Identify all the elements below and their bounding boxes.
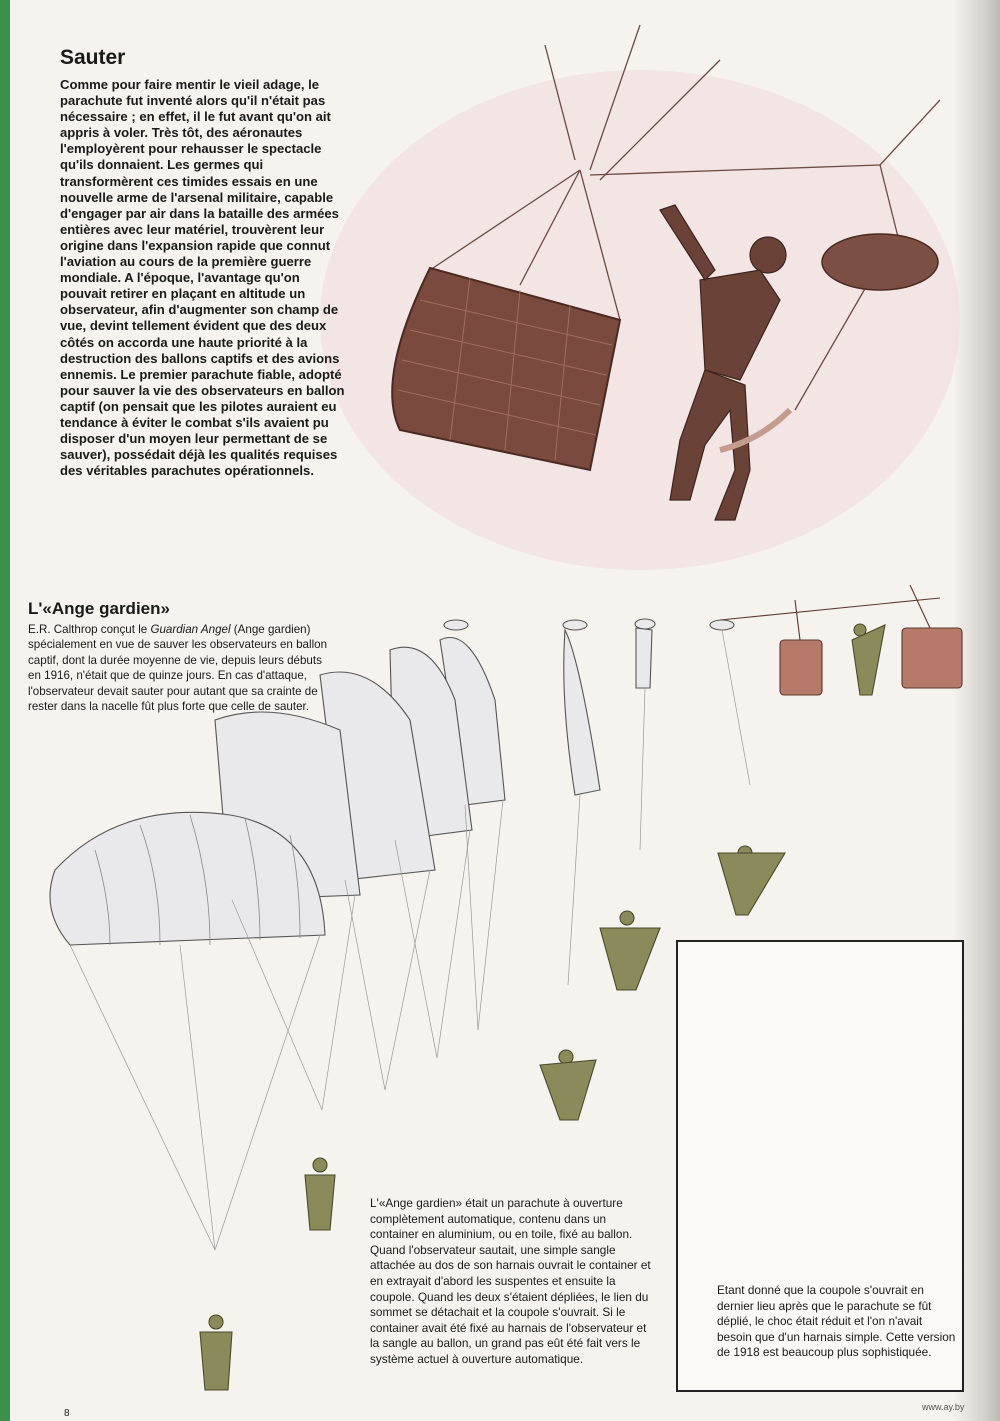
ange-gardien-paragraph	[28, 622, 328, 714]
caption-inset: Etant donné que la coupole s'ouvrait en dernier lieu après que le parachute se fût déplié, le choc était réduit et l'on n'avait besoin que d'un harnais simple. Cette version de 1918 est beaucoup plus sophistiquée.	[717, 1283, 956, 1360]
watermark: www.ay.by	[922, 1402, 965, 1412]
ange-text-italic: Guardian Angel	[150, 623, 231, 636]
balloon-baskets	[720, 585, 962, 695]
caption-ange-gardien: L'«Ange gardien» était un parachute à ouverture complètement automatique, contenu dans un container en aluminium, ou en toile, fixé au ballon. Quand l'observateur sautait, une simple sangle attachée au dos de son harnais ouvrait le container et en extrayait d'abord les suspentes et ensuite la coupole. Quand les deux s'étaient dépliées, le lien du sommet se détachait et la coupole s'ouvrait. Si le container avait été fixé au harnais de l'observateur et la sangle au ballon, un grand pas eût été fait vers le système actuel à ouverture automatique.	[370, 1196, 651, 1366]
section-title-sauter: Sauter	[60, 46, 126, 69]
intro-paragraph: Comme pour faire mentir le vieil adage, le parachute fut inventé alors qu'il n'était pas nécessaire ; en effet, il le fut avant qu'on ait appris à voler. Très tôt, des aéronautes l'employèrent pour rehausser le spectacle qu'ils donnaient. Les germes qui transformèrent ces timides essais en une nouvelle arme de l'arsenal militaire, capable d'engager par air dans la bataille des armées entières avec leur matériel, trouvèrent leur origine dans l'expansion rapide que connut l'aviation au cours de la première guerre mondiale. A l'époque, l'avantage qu'on pouvait retirer en plaçant en altitude un observateur, afin d'augmenter son champ de vue, devint tellement évident que des deux côtés on accorda une haute priorité à la destruction des ballons captifs et des avions ennemis. Le premier parachute fiable, adopté pour sauver la vie des observateurs en ballon captif (on pensait que les pilotes auraient eu tendance à éviter le combat s'ils avaient pu disposer d'un moyen leur permettant de se sauver), possédait déjà les qualités requises des véritables parachutes opérationnels.	[60, 77, 345, 479]
page-number: 8	[64, 1408, 70, 1419]
ange-text-before: E.R. Calthrop conçut le	[28, 623, 151, 636]
section-title-ange-gardien: L'«Ange gardien»	[28, 599, 170, 618]
balloon-jump-photo	[320, 25, 960, 570]
ange-text-after: (Ange gardien) spécialement en vue de sauver les observateurs en ballon captif, dont la durée moyenne de vie, depuis leurs débuts en 1916, n'était que de quinze jours. En cas d'attaque, l'observateur devait sauter pour autant que sa crainte de rester dans la nacelle fût plus forte que celle de sauter.	[28, 623, 328, 714]
